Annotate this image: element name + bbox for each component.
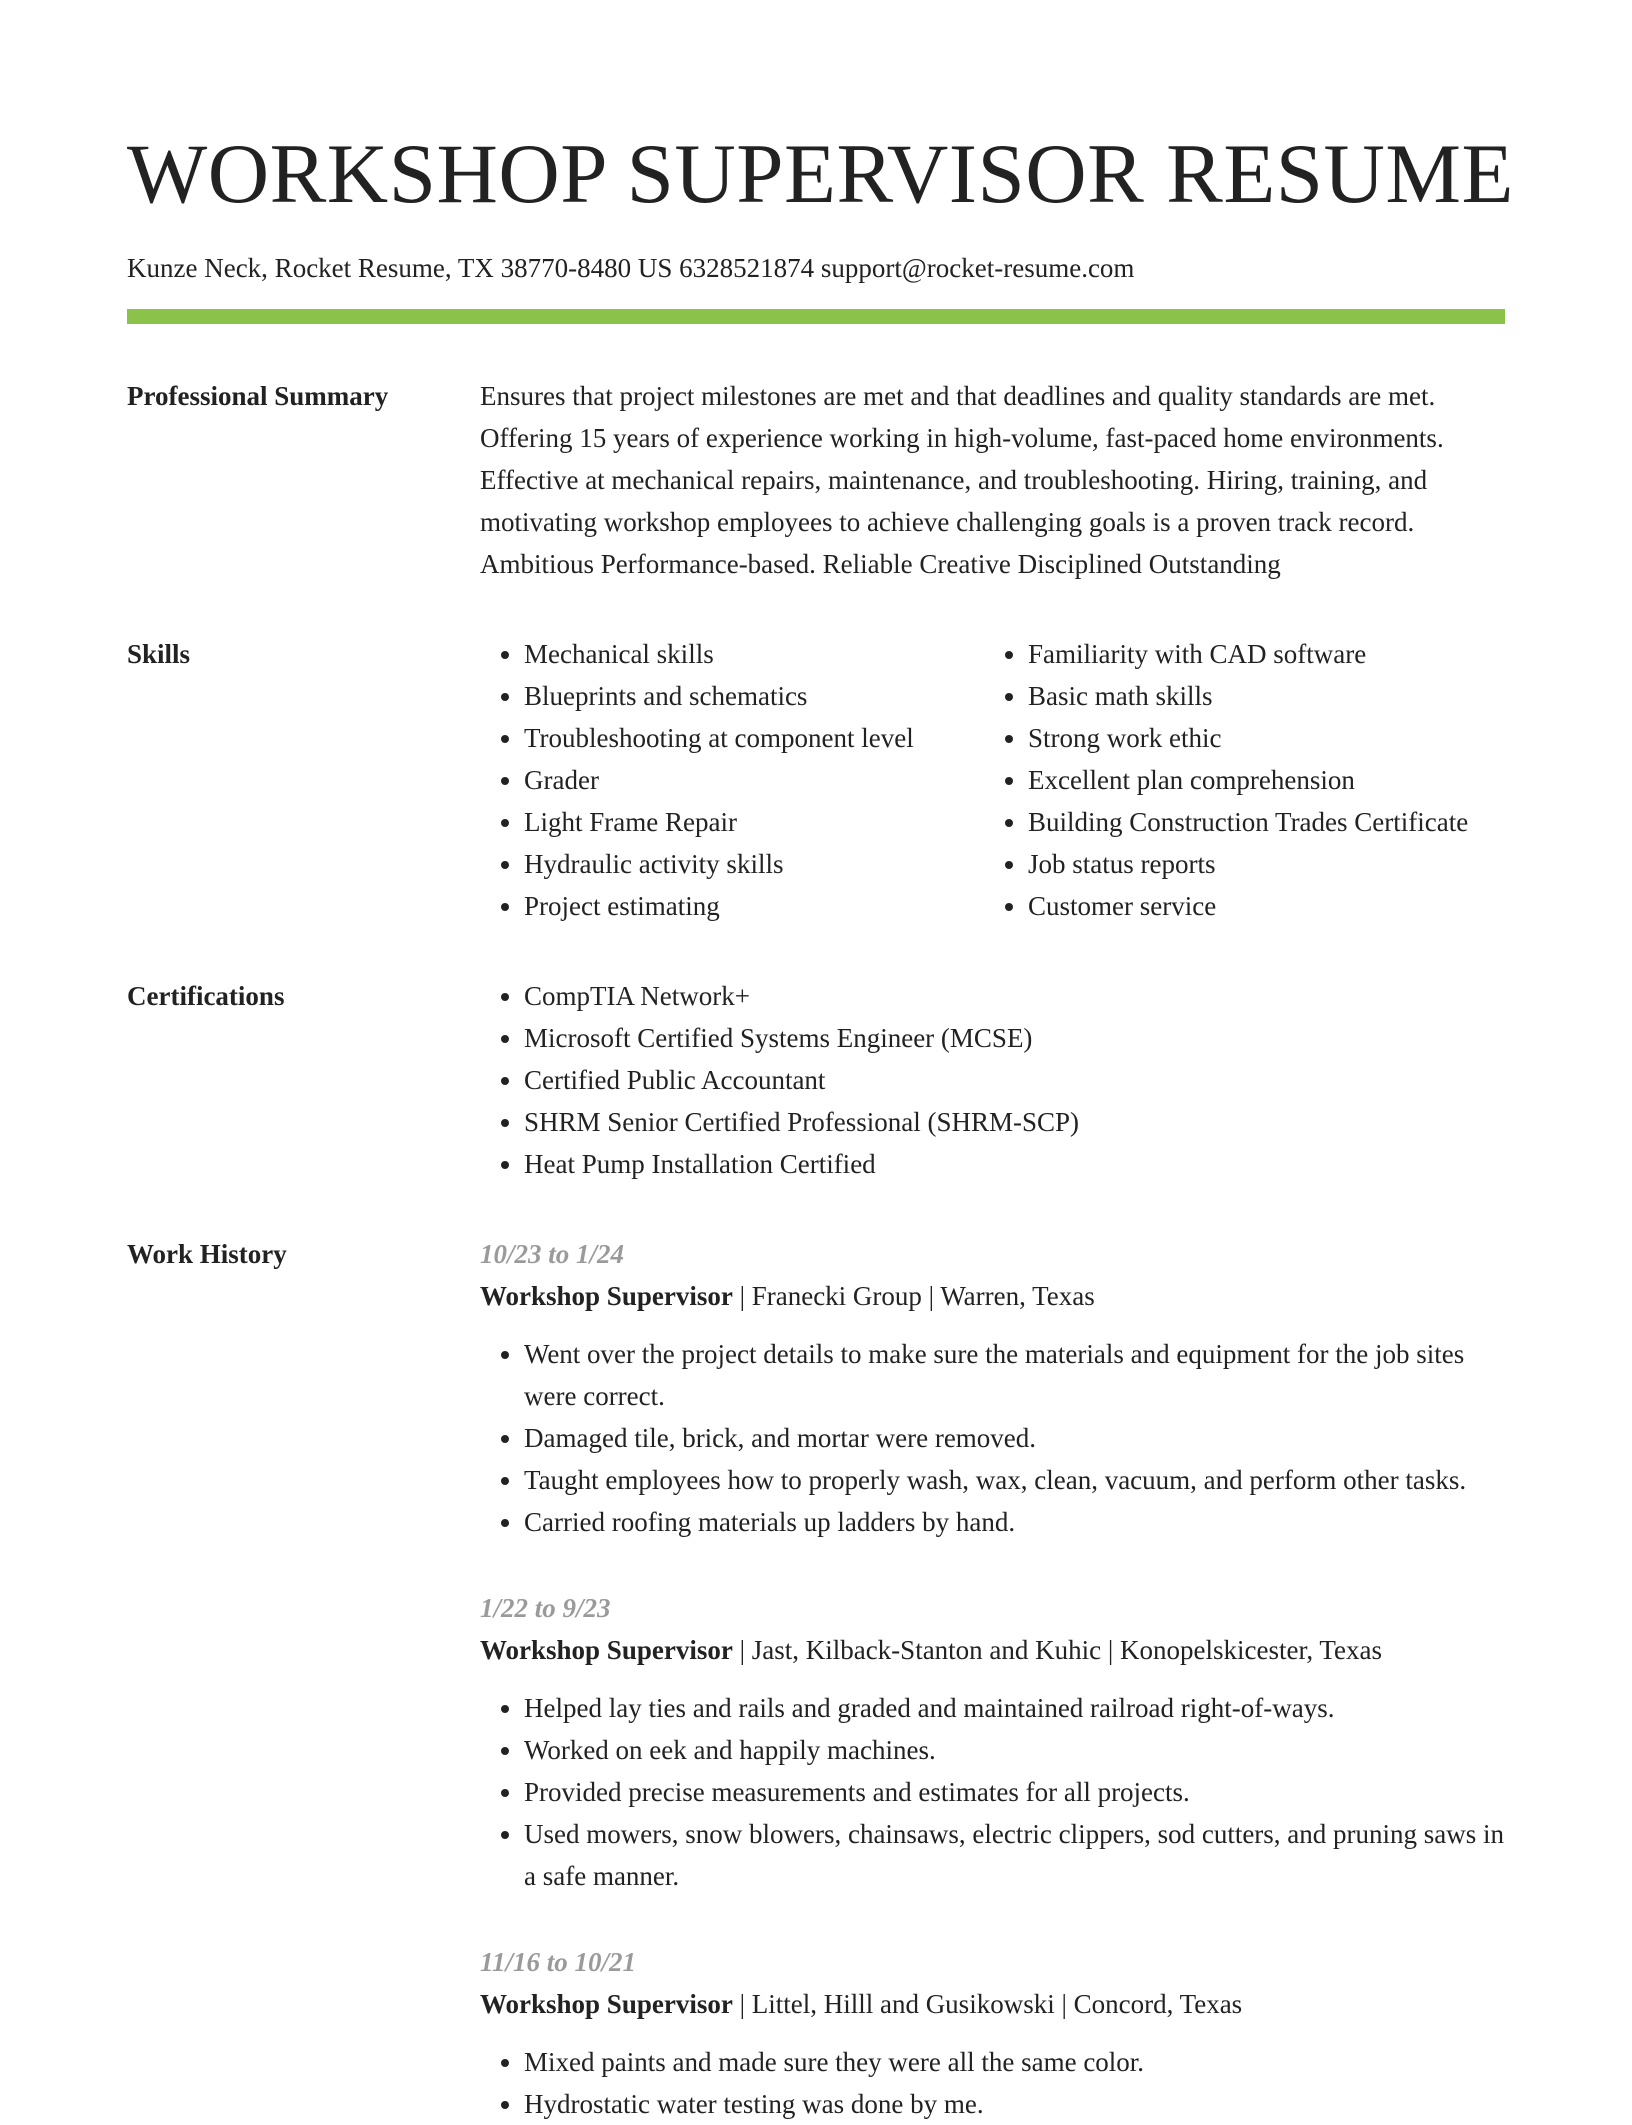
skill-item: • Job status reports [1028,843,1468,885]
job-dates: 1/22 to 9/23 [480,1593,611,1623]
job-dates: 11/16 to 10/21 [480,1947,637,1977]
skill-item: • Light Frame Repair [524,801,984,843]
skill-item: • Building Construction Trades Certificate [1028,801,1468,843]
job-bullet: • Provided precise measurements and estimates for all projects. [524,1771,1505,1813]
job-employer-location: | Franecki Group | Warren, Texas [732,1281,1095,1311]
section-label-skills: Skills [127,639,191,669]
certifications-list [480,975,1505,1185]
job-title: Workshop Supervisor [480,1281,733,1311]
section-label-work-history: Work History [127,1239,287,1269]
job-title: Workshop Supervisor [480,1635,733,1665]
job-entry [480,1941,1505,2125]
skills-list-col1 [480,633,984,927]
skill-item: • Grader [524,759,984,801]
job-bullets [480,2041,1505,2125]
skill-item: • Familiarity with CAD software [1028,633,1468,675]
job-bullets [480,1333,1505,1543]
job-bullet: • Damaged tile, brick, and mortar were removed. [524,1417,1505,1459]
job-bullet: • Used mowers, snow blowers, chainsaws, electric clippers, sod cutters, and pruning saws in a safe manner. [524,1813,1505,1897]
contact-line: Kunze Neck, Rocket Resume, TX 38770-8480 US 6328521874 support@rocket-resume.com [127,253,1135,283]
job-heading [480,1275,1505,1317]
job-bullet: • Mixed paints and made sure they were all the same color. [524,2041,1505,2083]
work-history-section [127,1233,1505,2125]
certification-item: • Microsoft Certified Systems Engineer (MCSE) [524,1017,1505,1059]
skill-item: • Troubleshooting at component level [524,717,984,759]
job-employer-location: | Jast, Kilback-Stanton and Kuhic | Konopelskicester, Texas [732,1635,1383,1665]
skill-item: • Customer service [1028,885,1468,927]
certification-item: • Certified Public Accountant [524,1059,1505,1101]
skill-item: • Hydraulic activity skills [524,843,984,885]
skills-list-col2 [984,633,1468,927]
summary-section [127,375,1505,585]
job-title: Workshop Supervisor [480,1989,733,2019]
job-dates: 10/23 to 1/24 [480,1239,625,1269]
certifications-section [127,975,1505,1185]
certification-item: • CompTIA Network+ [524,975,1505,1017]
skill-item: • Project estimating [524,885,984,927]
section-label-summary: Professional Summary [127,381,389,411]
skill-item: • Excellent plan comprehension [1028,759,1468,801]
skill-item: • Blueprints and schematics [524,675,984,717]
summary-text: Ensures that project milestones are met and that deadlines and quality standards are met. Offering 15 years of experience working in high-volume, fast-paced home environments. Effective at mechanical repairs, maintenance, and troubleshooting. Hiring, training, and motivating workshop employees to achieve challenging goals is a proven track record. Ambitious Performance-based. Reliable Creative Disciplined Outstanding [480,381,1444,579]
job-bullet: • Carried roofing materials up ladders by hand. [524,1501,1505,1543]
job-bullet: • Taught employees how to properly wash, wax, clean, vacuum, and perform other tasks. [524,1459,1505,1501]
job-entry [480,1587,1505,1897]
job-bullet: • Helped lay ties and rails and graded and maintained railroad right-of-ways. [524,1687,1505,1729]
job-bullet: • Worked on eek and happily machines. [524,1729,1505,1771]
job-bullets [480,1687,1505,1897]
job-bullet: • Hydrostatic water testing was done by me. [524,2083,1505,2125]
header-divider [127,309,1505,324]
resume-page [127,0,1514,2125]
resume-title: WORKSHOP SUPERVISOR RESUME [127,127,1514,221]
skill-item: • Mechanical skills [524,633,984,675]
job-employer-location: | Littel, Hilll and Gusikowski | Concord, Texas [732,1989,1243,2019]
skill-item: • Basic math skills [1028,675,1468,717]
section-label-certifications: Certifications [127,981,285,1011]
job-bullet: • Went over the project details to make sure the materials and equipment for the job sites were correct. [524,1333,1505,1417]
skills-section [127,633,1505,927]
job-entry [480,1233,1505,1543]
certification-item: • SHRM Senior Certified Professional (SHRM-SCP) [524,1101,1505,1143]
job-heading [480,1983,1505,2025]
certification-item: • Heat Pump Installation Certified [524,1143,1505,1185]
job-heading [480,1629,1505,1671]
skill-item: • Strong work ethic [1028,717,1468,759]
